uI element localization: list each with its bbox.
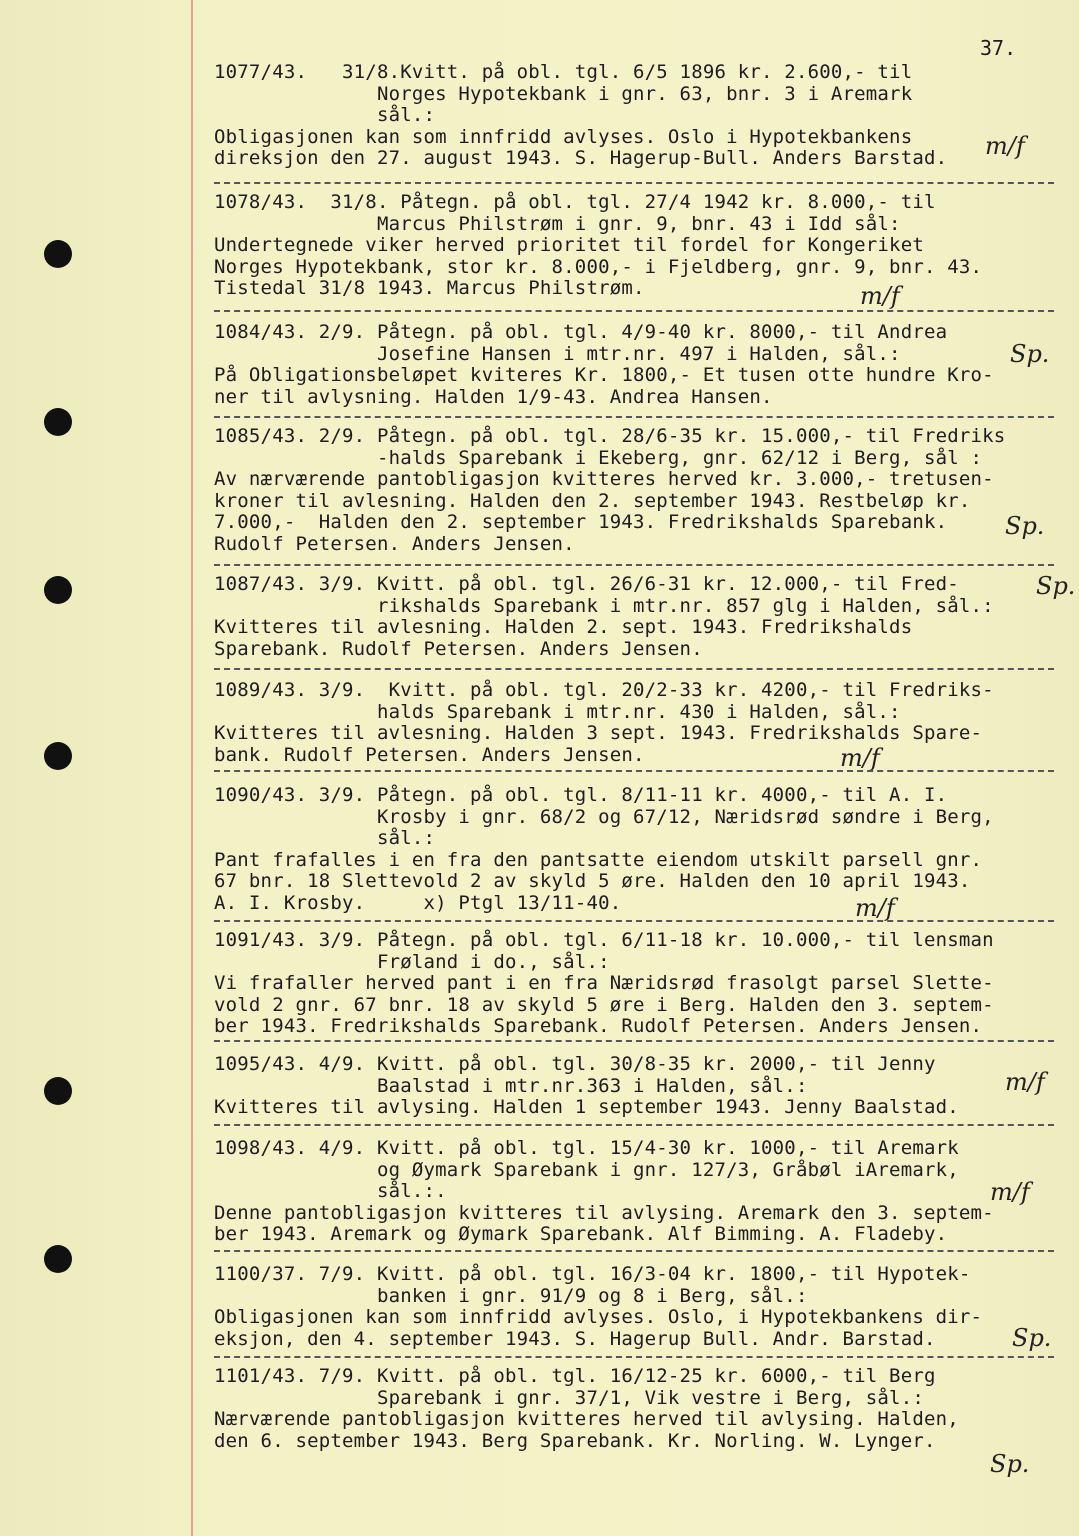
punch-hole	[44, 240, 72, 268]
entry-line: Sparebank. Rudolf Petersen. Anders Jensen.	[214, 637, 703, 660]
entry-line: Krosby i gnr. 68/2 og 67/12, Næridsrød søndre i Berg,	[214, 805, 994, 828]
entry-line: banken i gnr. 91/9 og 8 i Berg, sål.:	[214, 1284, 808, 1307]
register-entry	[214, 1264, 1064, 1350]
entry-line: Tistedal 31/8 1943. Marcus Philstrøm.	[214, 277, 645, 299]
entry-separator	[214, 1356, 1054, 1358]
punch-hole	[44, 1077, 72, 1105]
register-entry	[214, 680, 1064, 766]
entry-line: 7.000,- Halden den 2. september 1943. Fredrikshalds Sparebank.	[214, 511, 948, 533]
register-entry	[214, 1366, 1064, 1452]
entry-line: 1098/43. 4/9. Kvitt. på obl. tgl. 15/4-30 kr. 1000,- til Aremark	[214, 1137, 959, 1159]
entry-line: Undertegnede viker herved prioritet til fordel for Kongeriket	[214, 234, 924, 256]
entry-line: 1084/43. 2/9. Påtegn. på obl. tgl. 4/9-40 kr. 8000,- til Andrea	[214, 321, 948, 343]
punch-hole	[44, 742, 72, 770]
entry-separator	[214, 310, 1054, 312]
punch-hole	[44, 576, 72, 604]
handwritten-initials: Sp.	[1036, 572, 1076, 600]
register-entry	[214, 574, 1064, 660]
entry-line: 1077/43. 31/8.Kvitt. på obl. tgl. 6/5 1896 kr. 2.600,- til	[214, 61, 913, 83]
handwritten-initials: Sp.	[1010, 340, 1050, 368]
entry-line: Marcus Philstrøm i gnr. 9, bnr. 43 i Idd sål:	[214, 212, 901, 235]
entry-line: Obligasjonen kan som innfridd avlyses. Oslo, i Hypotekbankens dir-	[214, 1306, 983, 1328]
punch-hole	[44, 408, 72, 436]
entry-line: 1089/43. 3/9. Kvitt. på obl. tgl. 20/2-33 kr. 4200,- til Fredriks-	[214, 679, 994, 701]
entry-line: bank. Rudolf Petersen. Anders Jensen.	[214, 743, 645, 766]
handwritten-initials: Sp.	[1005, 512, 1045, 540]
register-entry	[214, 62, 1064, 170]
entry-separator	[214, 1250, 1054, 1252]
handwritten-initials: m/f	[985, 132, 1025, 160]
entry-line: vold 2 gnr. 67 bnr. 18 av skyld 5 øre i Berg. Halden den 3. septem-	[214, 993, 994, 1016]
entry-line: 1101/43. 7/9. Kvitt. på obl. tgl. 16/12-25 kr. 6000,- til Berg	[214, 1365, 936, 1387]
entry-line: Norges Hypotekbank i gnr. 63, bnr. 3 i Aremark	[214, 82, 913, 105]
register-entry	[214, 930, 1064, 1038]
entry-line: Kvitteres til avlesning. Halden 2. sept. 1943. Fredrikshalds	[214, 616, 913, 638]
entry-line: Av nærværende pantobligasjon kvitteres herved kr. 3.000,- tretusen-	[214, 468, 994, 490]
entry-line: 1085/43. 2/9. Påtegn. på obl. tgl. 28/6-35 kr. 15.000,- til Fredriks	[214, 425, 1006, 447]
entry-line: og Øymark Sparebank i gnr. 127/3, Gråbøl iAremark,	[214, 1158, 959, 1181]
entry-line: Josefine Hansen i mtr.nr. 497 i Halden, sål.:	[214, 342, 901, 365]
entry-line: 1078/43. 31/8. Påtegn. på obl. tgl. 27/4 1942 kr. 8.000,- til	[214, 191, 936, 213]
punch-hole	[44, 1245, 72, 1273]
margin-rule	[191, 0, 193, 1536]
handwritten-initials: m/f	[990, 1178, 1030, 1206]
register-entry	[214, 1138, 1064, 1246]
entry-line: rikshalds Sparebank i mtr.nr. 857 glg i Halden, sål.:	[214, 594, 994, 617]
entry-line: 1100/37. 7/9. Kvitt. på obl. tgl. 16/3-04 kr. 1800,- til Hypotek-	[214, 1263, 971, 1285]
entry-line: ber 1943. Aremark og Øymark Sparebank. Alf Bimming. A. Fladeby.	[214, 1223, 948, 1245]
handwritten-initials: m/f	[1005, 1068, 1045, 1096]
entry-separator	[214, 920, 1054, 922]
entry-line: Sparebank i gnr. 37/1, Vik vestre i Berg, sål.:	[214, 1386, 924, 1409]
handwritten-initials: m/f	[840, 744, 880, 772]
entry-line: Kvitteres til avlesning. Halden 3 sept. 1943. Fredrikshalds Spare-	[214, 722, 983, 744]
handwritten-initials: m/f	[860, 282, 900, 310]
entry-line: 1095/43. 4/9. Kvitt. på obl. tgl. 30/8-35 kr. 2000,- til Jenny	[214, 1053, 936, 1075]
entry-line: -halds Sparebank i Ekeberg, gnr. 62/12 i Berg, sål :	[214, 446, 983, 469]
entry-line: A. I. Krosby. x) Ptgl 13/11-40.	[214, 891, 622, 914]
entry-separator	[214, 1040, 1054, 1042]
entry-line: sål.:	[214, 104, 436, 126]
entry-separator	[214, 1124, 1054, 1126]
entry-separator	[214, 564, 1054, 566]
entry-line: 67 bnr. 18 Slettevold 2 av skyld 5 øre. Halden den 10 april 1943.	[214, 870, 971, 892]
entry-line: 1091/43. 3/9. Påtegn. på obl. tgl. 6/11-18 kr. 10.000,- til lensman	[214, 929, 994, 951]
entry-line: den 6. september 1943. Berg Sparebank. Kr. Norling. W. Lynger.	[214, 1429, 936, 1452]
entry-line: ner til avlysning. Halden 1/9-43. Andrea Hansen.	[214, 385, 773, 408]
entry-separator	[214, 182, 1054, 184]
handwritten-initials: Sp.	[990, 1450, 1030, 1478]
handwritten-initials: m/f	[855, 894, 895, 922]
register-entry	[214, 426, 1064, 555]
entry-line: 1087/43. 3/9. Kvitt. på obl. tgl. 26/6-31 kr. 12.000,- til Fred-	[214, 573, 959, 595]
entry-line: sål.:	[214, 827, 436, 849]
page-number: 37.	[980, 36, 1017, 60]
register-entry	[214, 322, 1064, 408]
entry-line: Rudolf Petersen. Anders Jensen.	[214, 532, 575, 555]
entry-line: Vi frafaller herved pant i en fra Næridsrød frasolgt parsel Slette-	[214, 972, 994, 994]
entry-line: Obligasjonen kan som innfridd avlyses. Oslo i Hypotekbankens	[214, 125, 913, 148]
entry-line: sål.:.	[214, 1180, 447, 1202]
entry-line: Baalstad i mtr.nr.363 i Halden, sål.:	[214, 1074, 808, 1097]
entry-line: Norges Hypotekbank, stor kr. 8.000,- i Fjeldberg, gnr. 9, bnr. 43.	[214, 255, 983, 278]
entry-line: halds Sparebank i mtr.nr. 430 i Halden, sål.:	[214, 700, 901, 723]
entry-line: Frøland i do., sål.:	[214, 950, 610, 973]
entry-line: På Obligationsbeløpet kviteres Kr. 1800,- Et tusen otte hundre Kro-	[214, 364, 994, 386]
entry-line: eksjon, den 4. september 1943. S. Hagerup Bull. Andr. Barstad.	[214, 1327, 936, 1350]
register-entry	[214, 192, 1064, 300]
entry-line: 1090/43. 3/9. Påtegn. på obl. tgl. 8/11-11 kr. 4000,- til A. I.	[214, 784, 948, 806]
entry-line: Denne pantobligasjon kvitteres til avlysing. Aremark den 3. septem-	[214, 1201, 994, 1224]
entry-line: Pant frafalles i en fra den pantsatte eiendom utskilt parsell gnr.	[214, 848, 983, 871]
entry-line: ber 1943. Fredrikshalds Sparebank. Rudolf Petersen. Anders Jensen.	[214, 1015, 983, 1037]
register-entry	[214, 785, 1064, 914]
entry-line: kroner til avlesning. Halden den 2. september 1943. Restbeløp kr.	[214, 489, 971, 512]
entry-line: direksjon den 27. august 1943. S. Hagerup-Bull. Anders Barstad.	[214, 147, 948, 169]
entry-separator	[214, 668, 1054, 670]
entry-separator	[214, 416, 1054, 418]
entry-line: Kvitteres til avlysing. Halden 1 september 1943. Jenny Baalstad.	[214, 1096, 959, 1118]
entry-line: Nærværende pantobligasjon kvitteres herved til avlysing. Halden,	[214, 1408, 959, 1430]
register-entry	[214, 1054, 1064, 1119]
handwritten-initials: Sp.	[1012, 1324, 1052, 1352]
entry-separator	[214, 770, 1054, 772]
